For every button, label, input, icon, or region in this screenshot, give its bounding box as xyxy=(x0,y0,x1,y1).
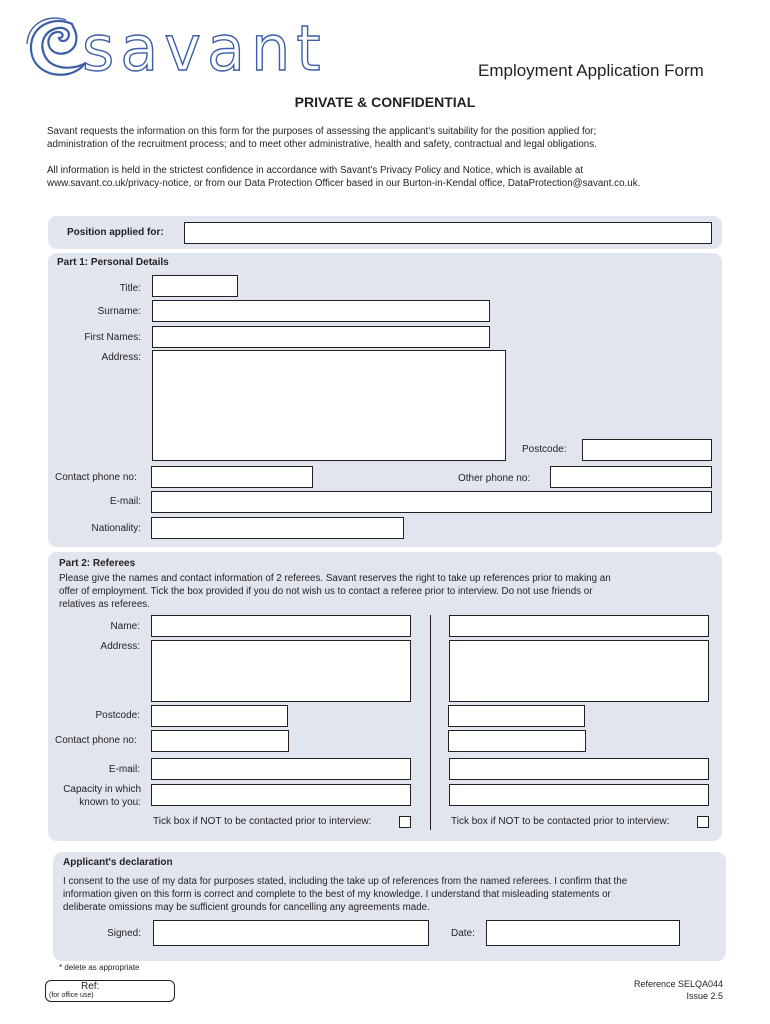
declaration-text-1: I consent to the use of my data for purposes stated, including the take up of references from the named referees. I confirm that the xyxy=(63,876,628,887)
email-label: E-mail: xyxy=(109,496,141,507)
referee1-capacity-input[interactable] xyxy=(151,784,411,806)
intro-line-1: Savant requests the information on this form for the purposes of assessing the applicant's suitability for the position applied for; xyxy=(47,126,597,137)
position-label: Position applied for: xyxy=(67,227,164,238)
referees-instructions-1: Please give the names and contact information of 2 referees. Savant reserves the right to take up references prior to making an xyxy=(59,573,611,584)
surname-label: Surname: xyxy=(97,306,141,317)
ref-address-label: Address: xyxy=(100,641,140,652)
ref-capacity-label-1: Capacity in which xyxy=(63,784,141,795)
ref-email-label: E-mail: xyxy=(108,764,140,775)
intro-line-4: www.savant.co.uk/privacy-notice, or from our Data Protection Officer based in our Burton-in-Kendal office, DataProtection@savant.co.uk. xyxy=(47,178,641,189)
referee2-name-input[interactable] xyxy=(449,615,709,637)
email-input[interactable] xyxy=(151,491,712,513)
referee2-postcode-input[interactable] xyxy=(448,705,585,727)
other-phone-label: Other phone no: xyxy=(458,473,531,484)
postcode-label: Postcode: xyxy=(522,444,567,455)
referees-instructions-3: relatives as referees. xyxy=(59,599,150,610)
referees-instructions-2: offer of employment. Tick the box provided if you do not wish us to contact a referee prior to interview. Do not use friends or xyxy=(59,586,593,597)
date-label: Date: xyxy=(451,928,475,939)
issue-number: Issue 2.5 xyxy=(686,991,723,1001)
part1-heading: Part 1: Personal Details xyxy=(57,257,169,268)
ref-contact-phone-label: Contact phone no: xyxy=(55,735,137,746)
declaration-heading: Applicant's declaration xyxy=(63,857,173,868)
intro-line-3: All information is held in the strictest confidence in accordance with Savant's Privacy Policy and Notice, which is available at xyxy=(47,165,584,176)
first-names-label: First Names: xyxy=(84,332,141,343)
office-use-note: (for office use) xyxy=(49,992,94,999)
referee2-no-contact-checkbox[interactable] xyxy=(697,816,709,828)
referee1-name-input[interactable] xyxy=(151,615,411,637)
referee1-email-input[interactable] xyxy=(151,758,411,780)
referee-column-divider xyxy=(430,615,431,830)
declaration-text-2: information given on this form is correct and complete to the best of my knowledge. I understand that misleading statements or xyxy=(63,889,611,900)
wave-logo-icon xyxy=(26,14,86,80)
title-input[interactable] xyxy=(152,275,238,297)
declaration-text-3: deliberate omissions may be sufficient grounds for cancelling any agreements made. xyxy=(63,902,430,913)
other-phone-input[interactable] xyxy=(550,466,712,488)
delete-note: * delete as appropriate xyxy=(59,963,140,972)
postcode-input[interactable] xyxy=(582,439,712,461)
reference-number: Reference SELQA044 xyxy=(633,979,723,989)
nationality-input[interactable] xyxy=(151,517,404,539)
nationality-label: Nationality: xyxy=(91,523,141,534)
form-title: Employment Application Form xyxy=(478,61,704,80)
position-input[interactable] xyxy=(184,222,712,244)
referee2-address-input[interactable] xyxy=(449,640,709,702)
intro-line-2: administration of the recruitment process; and to meet other administrative, health and safety, contractual and legal obligations. xyxy=(47,139,597,150)
address-input[interactable] xyxy=(152,350,506,461)
referee2-email-input[interactable] xyxy=(449,758,709,780)
referee1-postcode-input[interactable] xyxy=(151,705,288,727)
brand-wordmark: savant xyxy=(82,12,327,85)
part2-heading: Part 2: Referees xyxy=(59,558,136,569)
referee1-no-contact-checkbox[interactable] xyxy=(399,816,411,828)
referee1-tick-label: Tick box if NOT to be contacted prior to interview: xyxy=(153,816,372,827)
first-names-input[interactable] xyxy=(152,326,490,348)
ref-label: Ref: xyxy=(81,981,100,992)
contact-phone-label: Contact phone no: xyxy=(55,472,137,483)
title-label: Title: xyxy=(119,283,141,294)
address-label: Address: xyxy=(101,352,141,363)
contact-phone-input[interactable] xyxy=(151,466,313,488)
surname-input[interactable] xyxy=(152,300,490,322)
signature-input[interactable] xyxy=(153,920,429,946)
ref-name-label: Name: xyxy=(110,621,140,632)
referee2-tick-label: Tick box if NOT to be contacted prior to interview: xyxy=(451,816,670,827)
date-input[interactable] xyxy=(486,920,680,946)
referee1-address-input[interactable] xyxy=(151,640,411,702)
ref-capacity-label-2: known to you: xyxy=(79,797,141,808)
referee2-phone-input[interactable] xyxy=(448,730,586,752)
referee2-capacity-input[interactable] xyxy=(449,784,709,806)
referee1-phone-input[interactable] xyxy=(151,730,289,752)
signed-label: Signed: xyxy=(107,928,141,939)
confidential-heading: PRIVATE & CONFIDENTIAL xyxy=(294,94,476,110)
logo xyxy=(26,14,336,84)
ref-postcode-label: Postcode: xyxy=(95,710,140,721)
